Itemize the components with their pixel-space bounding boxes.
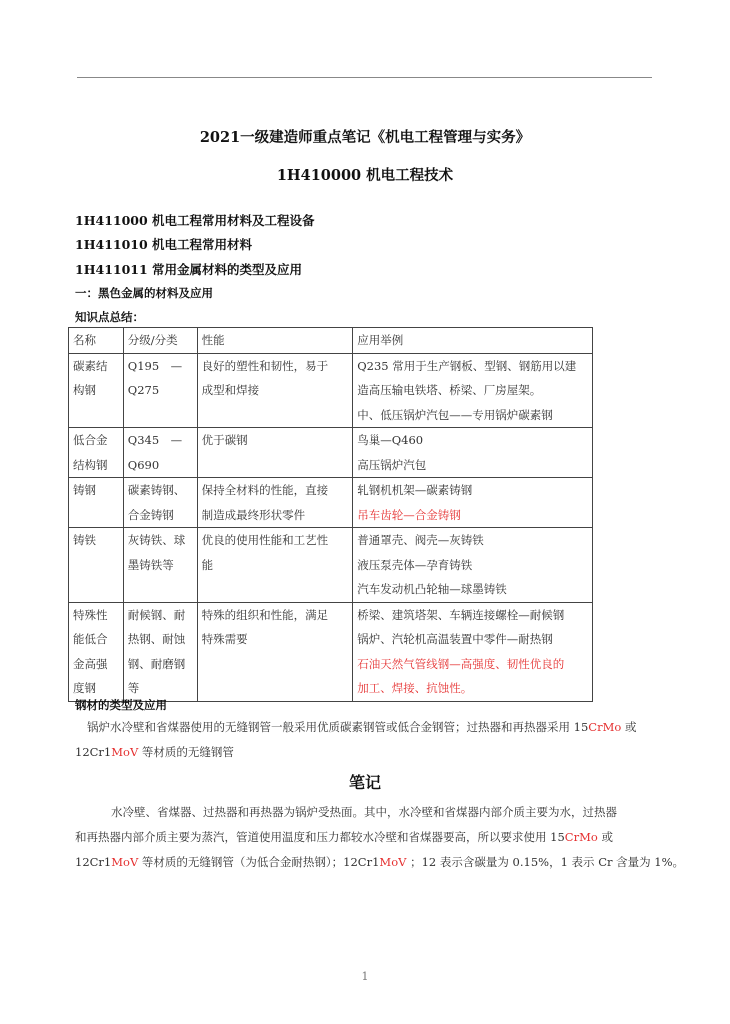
cell-line: 中、低压锅炉汽包——专用锅炉碳素钢 [357, 407, 553, 422]
notes-line-1: 水冷壁、省煤器、过热器和再热器为锅炉受热面。其中，水冷壁和省煤器内部介质主要为水，过热器 [111, 805, 617, 819]
cell-line: 构钢 [73, 383, 96, 397]
cell-line: 度钢 [73, 681, 96, 695]
notes-title: 笔记 [348, 773, 381, 792]
cell-name [69, 602, 124, 701]
cell-line: Q195 — [127, 358, 183, 373]
cell-grade [123, 353, 197, 428]
cell-line: 特殊的组织和性能，满足 [201, 607, 329, 622]
cell-line: Q235 常用于生产钢板、型钢、钢筋用以建 [357, 358, 577, 373]
cell-line: 合金铸钢 [127, 507, 174, 522]
cell-performance [197, 428, 353, 478]
cell-line: 桥梁、建筑塔架、车辆连接螺栓—耐候钢 [357, 607, 565, 622]
cell-grade [123, 478, 197, 528]
cell-line-highlight: 吊车齿轮—合金铸钢 [357, 507, 461, 522]
cell-name [69, 478, 124, 528]
text-run: 和再热器内部介质主要为蒸汽，管道使用温度和压力都较水冷壁和省煤器要高，所以要求使用 15 [75, 830, 565, 844]
cell-name [69, 528, 124, 603]
cell-line: 等 [127, 681, 140, 695]
cell-line: 成型和焊接 [201, 383, 260, 397]
usage-paragraph [75, 715, 665, 765]
table-row [69, 602, 593, 701]
cell-applications [353, 528, 593, 603]
text-run: ；12 表示含碳量为 0.15%，1 表示 Cr 含量为 1%。 [406, 855, 685, 869]
notes-line-2 [75, 825, 665, 850]
cell-line: 碳素结 [73, 358, 108, 373]
cell-line: 碳素铸钢、 [127, 483, 186, 497]
cell-line-highlight: 石油天然气管线钢—高强度、韧性优良的 [357, 656, 565, 671]
text-run: 12Cr1 [75, 745, 112, 759]
header-rule [77, 77, 652, 78]
table-row [69, 428, 593, 478]
cell-line: 墨铸铁等 [127, 557, 174, 572]
table-row [69, 528, 593, 603]
cell-performance [197, 478, 353, 528]
table-row [69, 478, 593, 528]
header-cell-grade: 分级/分类 [123, 328, 197, 354]
header-cell-applications: 应用举例 [353, 328, 593, 354]
document-title: 2021一级建造师重点笔记《机电工程管理与实务》 [199, 129, 531, 146]
cell-grade [123, 528, 197, 603]
cell-line: 特殊性 [73, 607, 108, 622]
cell-line: 铸铁 [73, 533, 96, 547]
text-run-highlight: MoV [111, 745, 139, 759]
cell-line: 结构钢 [73, 457, 108, 472]
text-run-highlight: CrMo [588, 720, 622, 734]
table-row [69, 353, 593, 428]
header-cell-name: 名称 [69, 328, 124, 354]
cell-grade [123, 602, 197, 701]
table-header-row [69, 328, 593, 354]
section-heading-1: 1H411000 机电工程常用材料及工程设备 [75, 213, 315, 228]
cell-line: 热钢、耐蚀 [127, 632, 186, 646]
cell-grade [123, 428, 197, 478]
cell-line: 灰铸铁、球 [127, 533, 186, 547]
usage-line-1 [75, 715, 665, 740]
cell-line: 保持全材料的性能，直接 [201, 483, 329, 497]
cell-line: 造高压输电铁塔、桥梁、厂房屋架。 [357, 383, 542, 397]
cell-applications [353, 478, 593, 528]
cell-performance [197, 602, 353, 701]
text-run: 或 [597, 830, 613, 844]
cell-line: Q345 — [127, 433, 183, 447]
summary-label: 知识点总结： [75, 310, 144, 324]
text-run-highlight: MoV [379, 855, 407, 869]
cell-line: 能低合 [73, 632, 108, 646]
text-run: 锅炉水冷壁和省煤器使用的无缝钢管一般采用优质碳素钢管或低合金钢管；过热器和再热器采用 15 [87, 720, 589, 734]
cell-line: Q275 [127, 383, 160, 397]
text-run: 等材质的无缝钢管 [138, 745, 234, 759]
text-run-highlight: CrMo [564, 830, 598, 844]
cell-line: 高压锅炉汽包 [357, 457, 427, 472]
cell-line-highlight: 加工、焊接、抗蚀性。 [357, 681, 473, 695]
cell-performance [197, 528, 353, 603]
cell-line: 普通罩壳、阀壳—灰铸铁 [357, 533, 484, 547]
cell-line: 钢、耐磨钢 [127, 656, 186, 671]
text-run: 或 [621, 720, 637, 734]
cell-line: 良好的塑性和韧性，易于 [201, 358, 329, 373]
section-heading-2: 1H411010 机电工程常用材料 [75, 237, 253, 252]
text-run: 12Cr1 [75, 855, 112, 869]
notes-paragraph [75, 800, 685, 875]
cell-line: 特殊需要 [201, 632, 248, 646]
chapter-title: 1H410000 机电工程技术 [276, 167, 454, 184]
cell-line: 金高强 [73, 656, 108, 671]
steel-materials-table [68, 327, 593, 702]
usage-heading: 钢材的类型及应用 [75, 698, 167, 712]
cell-line: 锅炉、汽轮机高温装置中零件—耐热钢 [357, 632, 553, 646]
cell-line: 鸟巢—Q460 [357, 433, 424, 447]
cell-name [69, 428, 124, 478]
subsection-heading: 一：黑色金属的材料及应用 [75, 286, 213, 300]
usage-line-2 [75, 740, 665, 765]
cell-line: 铸钢 [73, 483, 96, 497]
cell-line: 轧钢机机架—碳素铸钢 [357, 483, 473, 497]
text-run: 等材质的无缝钢管（为低合金耐热钢）；12Cr1 [138, 855, 380, 869]
cell-performance [197, 353, 353, 428]
cell-line: Q690 [127, 457, 160, 472]
text-run-highlight: MoV [111, 855, 139, 869]
page-number: 1 [361, 970, 369, 983]
notes-line-3 [75, 850, 685, 875]
cell-name [69, 353, 124, 428]
cell-applications [353, 353, 593, 428]
cell-applications [353, 602, 593, 701]
cell-applications [353, 428, 593, 478]
cell-line: 低合金 [73, 433, 108, 447]
section-heading-3: 1H411011 常用金属材料的类型及应用 [75, 262, 303, 277]
cell-line: 优良的使用性能和工艺性 [201, 533, 329, 547]
cell-line: 液压泵壳体—孕育铸铁 [357, 557, 473, 572]
cell-line: 优于碳钢 [201, 433, 248, 447]
cell-line: 耐候钢、耐 [127, 607, 186, 622]
cell-line: 制造成最终形状零件 [201, 507, 306, 522]
cell-line: 汽车发动机凸轮轴—球墨铸铁 [357, 582, 507, 596]
header-cell-performance: 性能 [197, 328, 353, 354]
cell-line: 能 [201, 557, 214, 572]
